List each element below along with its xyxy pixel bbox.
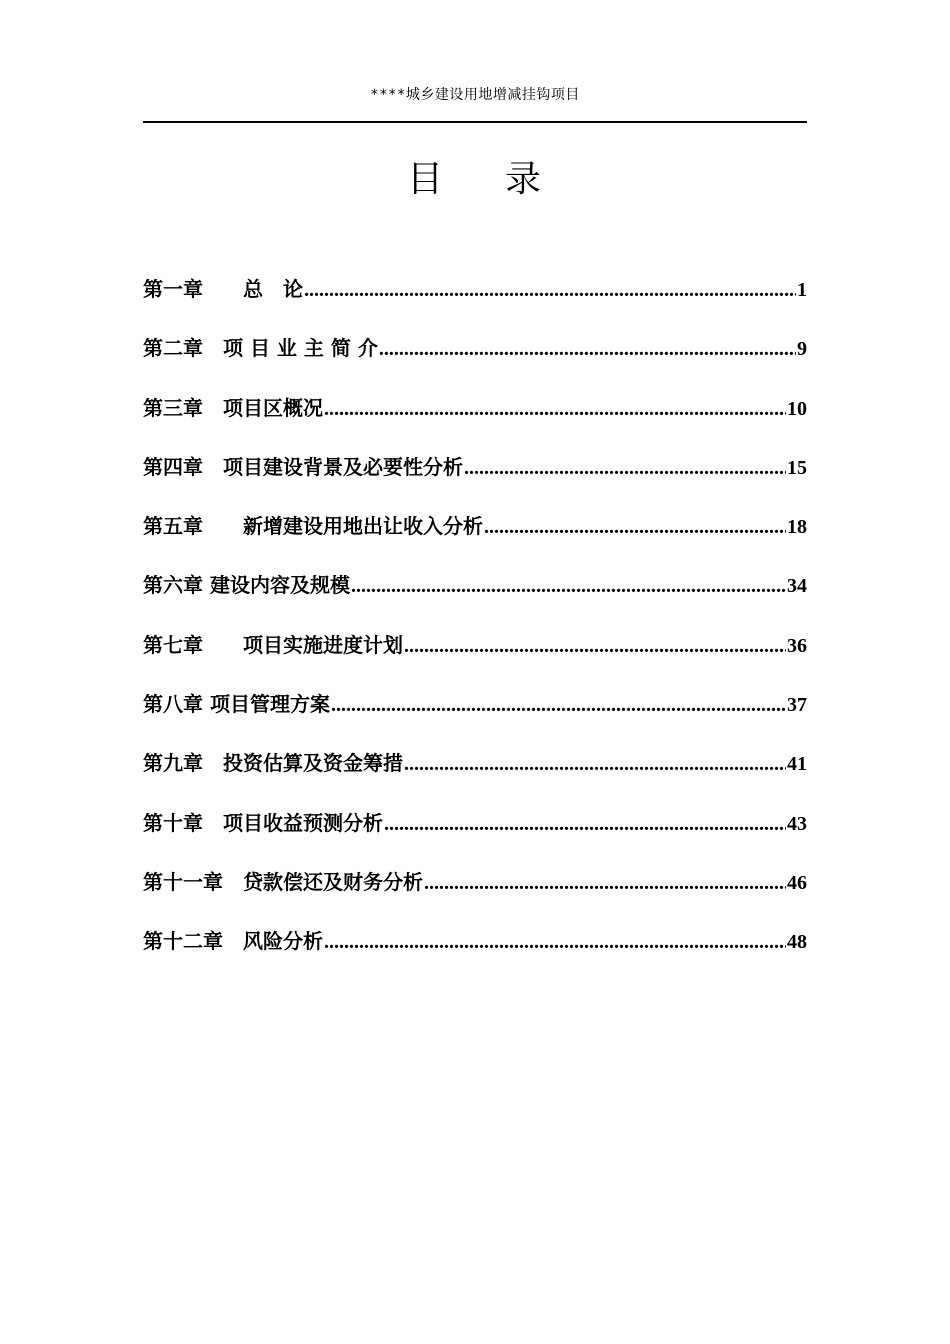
toc-entry-page: 10 xyxy=(787,397,807,420)
toc-entry-page: 1 xyxy=(797,279,807,301)
toc-entry-label: 第十二章 风险分析 xyxy=(143,929,323,954)
toc-entry-chapter-9[interactable] xyxy=(143,744,807,803)
toc-list xyxy=(143,270,807,982)
toc-entry-page: 41 xyxy=(787,753,807,776)
header-rule xyxy=(143,121,807,123)
toc-entry-page: 48 xyxy=(787,931,807,954)
toc-entry-page: 36 xyxy=(787,634,807,657)
toc-entry-chapter-3[interactable] xyxy=(143,389,807,448)
toc-entry-chapter-11[interactable] xyxy=(143,863,807,922)
toc-entry-page: 34 xyxy=(787,575,807,598)
toc-entry-label: 第五章 新增建设用地出让收入分析 xyxy=(143,514,483,539)
toc-entry-chapter-12[interactable] xyxy=(143,922,807,981)
toc-entry-label: 第十一章 贷款偿还及财务分析 xyxy=(143,869,423,894)
toc-entry-chapter-8[interactable] xyxy=(143,685,807,744)
toc-entry-page: 15 xyxy=(787,456,807,479)
toc-entry-chapter-4[interactable] xyxy=(143,448,807,507)
toc-entry-page: 18 xyxy=(787,516,807,539)
toc-entry-chapter-2[interactable] xyxy=(143,329,807,388)
toc-entry-page: 9 xyxy=(797,338,807,361)
toc-entry-label: 第十章 项目收益预测分析 xyxy=(143,810,383,835)
dot-leader xyxy=(331,686,786,724)
dot-leader xyxy=(424,864,786,902)
toc-title-char-2: 录 xyxy=(505,159,544,200)
dot-leader xyxy=(379,330,796,368)
running-header: ****城乡建设用地增减挂钩项目 xyxy=(370,87,580,103)
dot-leader xyxy=(384,805,786,843)
toc-entry-page: 37 xyxy=(787,694,807,717)
toc-entry-label: 第六章 建设内容及规模 xyxy=(143,573,350,598)
toc-title-char-1: 目 xyxy=(406,159,445,200)
dot-leader xyxy=(324,923,786,961)
toc-entry-page: 43 xyxy=(787,812,807,835)
toc-entry-chapter-1[interactable] xyxy=(143,270,807,329)
dot-leader xyxy=(304,271,796,309)
toc-entry-chapter-10[interactable] xyxy=(143,804,807,863)
toc-entry-label: 第七章 项目实施进度计划 xyxy=(143,632,403,657)
toc-entry-chapter-6[interactable] xyxy=(143,566,807,625)
dot-leader xyxy=(404,745,786,783)
dot-leader xyxy=(324,390,786,428)
dot-leader xyxy=(484,508,786,546)
toc-entry-label: 第四章 项目建设背景及必要性分析 xyxy=(143,454,463,479)
toc-title xyxy=(0,158,950,202)
toc-entry-label: 第二章 项 目 业 主 简 介 xyxy=(143,336,378,361)
toc-entry-chapter-7[interactable] xyxy=(143,626,807,685)
toc-entry-label: 第三章 项目区概况 xyxy=(143,395,323,420)
toc-entry-label: 第一章 总 论 xyxy=(143,277,303,301)
toc-entry-label: 第九章 投资估算及资金筹措 xyxy=(143,751,403,776)
dot-leader xyxy=(464,449,786,487)
dot-leader xyxy=(404,627,786,665)
dot-leader xyxy=(351,567,786,605)
toc-entry-page: 46 xyxy=(787,871,807,894)
toc-entry-label: 第八章 项目管理方案 xyxy=(143,692,330,717)
toc-entry-chapter-5[interactable] xyxy=(143,507,807,566)
